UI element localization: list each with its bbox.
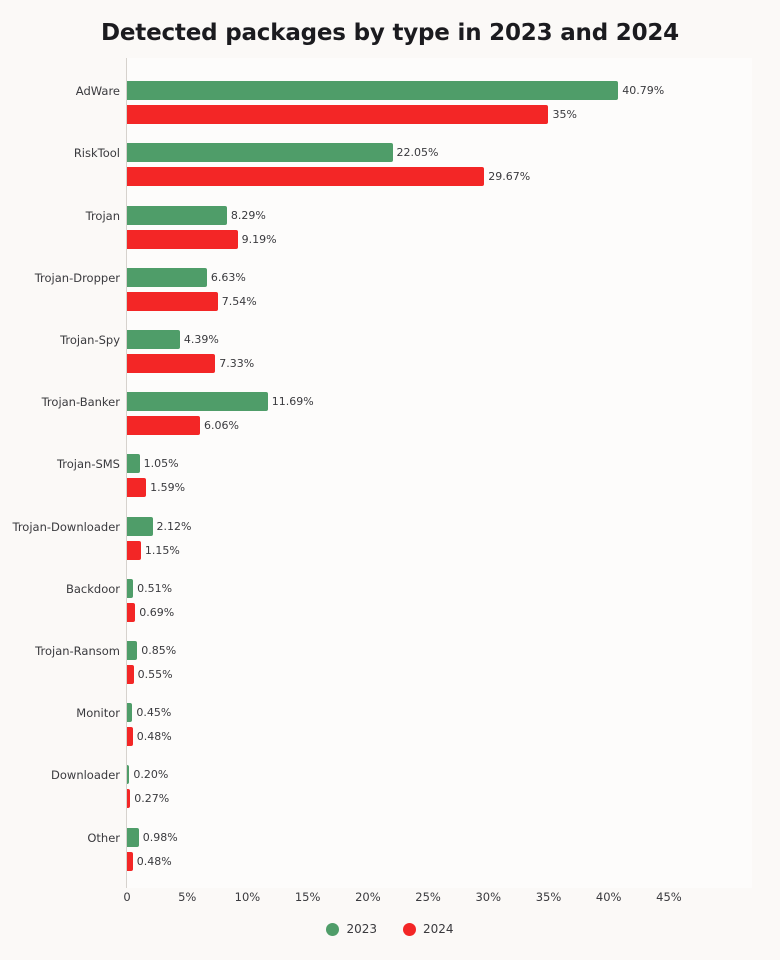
category-label-trojan-dropper <box>0 271 120 285</box>
bar-value-label: 7.33% <box>219 356 255 370</box>
category-label-text: Trojan-Dropper <box>34 270 120 285</box>
bar-value-label: 0.27% <box>134 792 170 806</box>
bar-2024-monitor[interactable] <box>127 727 133 746</box>
x-tick-label: 45% <box>656 890 682 904</box>
bar-value-label: 0.55% <box>137 667 173 681</box>
bar-2023-trojan[interactable] <box>127 206 227 225</box>
category-label-text: Monitor <box>76 706 120 721</box>
legend-item-2023[interactable] <box>326 922 377 936</box>
category-label-other <box>0 831 120 845</box>
category-label-text: Backdoor <box>65 581 120 596</box>
bar-value-label: 35% <box>552 108 577 122</box>
category-label-adware <box>0 84 120 98</box>
bar-value-label: 22.05% <box>396 146 439 160</box>
legend-label: 2023 <box>346 922 377 936</box>
category-label-trojan-downloader <box>0 520 120 534</box>
bar-2023-trojan-spy[interactable] <box>127 330 180 349</box>
bar-2024-adware[interactable] <box>127 105 548 124</box>
x-tick-label: 35% <box>535 890 562 904</box>
bar-2024-trojan-downloader[interactable] <box>127 541 141 560</box>
bar-2023-trojan-dropper[interactable] <box>127 268 207 287</box>
bar-value-label: 0.48% <box>136 854 172 868</box>
bar-2024-trojan-sms[interactable] <box>127 478 146 497</box>
bar-value-label: 1.15% <box>144 543 180 557</box>
bar-value-label: 6.63% <box>210 270 246 284</box>
bar-2024-trojan[interactable] <box>127 230 238 249</box>
category-label-text: Trojan-Banker <box>41 395 120 410</box>
category-label-monitor <box>0 706 120 720</box>
category-label-text: Downloader <box>51 768 120 783</box>
category-label-text: Trojan-Spy <box>60 332 120 347</box>
bar-2023-risktool[interactable] <box>127 143 393 162</box>
bar-2023-adware[interactable] <box>127 81 618 100</box>
category-label-text: Trojan <box>85 208 120 223</box>
bar-value-label: 8.29% <box>230 208 266 222</box>
bar-value-label: 11.69% <box>271 395 314 409</box>
category-label-text: Trojan-Ransom <box>35 643 120 658</box>
bar-value-label: 9.19% <box>241 232 277 246</box>
bar-2023-trojan-downloader[interactable] <box>127 517 153 536</box>
bar-2023-trojan-banker[interactable] <box>127 392 268 411</box>
category-label-downloader <box>0 768 120 782</box>
chart-title: Detected packages by type in 2023 and 2024 <box>101 20 679 46</box>
bar-value-label: 2.12% <box>156 519 192 533</box>
x-tick-label: 15% <box>294 890 321 904</box>
category-label-backdoor <box>0 582 120 596</box>
chart-legend <box>0 922 780 936</box>
legend-swatch-icon <box>403 923 416 936</box>
category-label-text: Trojan-Downloader <box>12 519 120 534</box>
bar-2023-trojan-sms[interactable] <box>127 454 140 473</box>
bar-value-label: 7.54% <box>221 294 257 308</box>
bar-value-label: 29.67% <box>488 170 531 184</box>
category-label-text: AdWare <box>75 84 120 99</box>
bar-value-label: 0.20% <box>133 768 169 782</box>
bar-value-label: 1.05% <box>143 457 179 471</box>
bar-2024-downloader[interactable] <box>127 789 130 808</box>
x-tick-label: 25% <box>415 890 441 904</box>
category-label-text: Other <box>87 830 120 845</box>
category-label-trojan-sms <box>0 457 120 471</box>
bar-2024-trojan-banker[interactable] <box>127 416 200 435</box>
bar-value-label: 0.98% <box>142 830 178 844</box>
bar-2024-other[interactable] <box>127 852 133 871</box>
x-tick-label: 10% <box>234 890 261 904</box>
x-tick-label: 5% <box>178 890 197 904</box>
category-label-trojan-ransom <box>0 644 120 658</box>
category-label-trojan-banker <box>0 395 120 409</box>
bar-value-label: 0.51% <box>137 581 173 595</box>
bar-value-label: 6.06% <box>203 419 239 433</box>
bar-value-label: 0.45% <box>136 706 172 720</box>
bar-2023-backdoor[interactable] <box>127 579 133 598</box>
category-label-trojan-spy <box>0 333 120 347</box>
bar-2024-trojan-spy[interactable] <box>127 354 215 373</box>
bar-value-label: 0.85% <box>141 643 177 657</box>
bar-2024-trojan-ransom[interactable] <box>127 665 134 684</box>
legend-item-2024[interactable] <box>403 922 454 936</box>
x-tick-label: 0 <box>123 890 131 904</box>
category-label-trojan <box>0 209 120 223</box>
bar-value-label: 0.48% <box>136 730 172 744</box>
bar-2023-other[interactable] <box>127 828 139 847</box>
category-label-risktool <box>0 146 120 160</box>
bar-value-label: 1.59% <box>150 481 186 495</box>
x-tick-label: 20% <box>355 890 381 904</box>
bar-2023-trojan-ransom[interactable] <box>127 641 137 660</box>
category-label-text: Trojan-SMS <box>56 457 120 472</box>
legend-label: 2024 <box>423 922 454 936</box>
x-tick-label: 40% <box>595 890 622 904</box>
bar-2024-trojan-dropper[interactable] <box>127 292 218 311</box>
bar-value-label: 0.69% <box>139 605 175 619</box>
bar-value-label: 40.79% <box>622 84 665 98</box>
legend-swatch-icon <box>326 923 339 936</box>
bar-2024-backdoor[interactable] <box>127 603 135 622</box>
bar-2024-risktool[interactable] <box>127 167 484 186</box>
category-label-text: RiskTool <box>73 146 120 161</box>
bar-2023-monitor[interactable] <box>127 703 132 722</box>
x-tick-label: 30% <box>475 890 502 904</box>
bar-value-label: 4.39% <box>183 332 219 346</box>
